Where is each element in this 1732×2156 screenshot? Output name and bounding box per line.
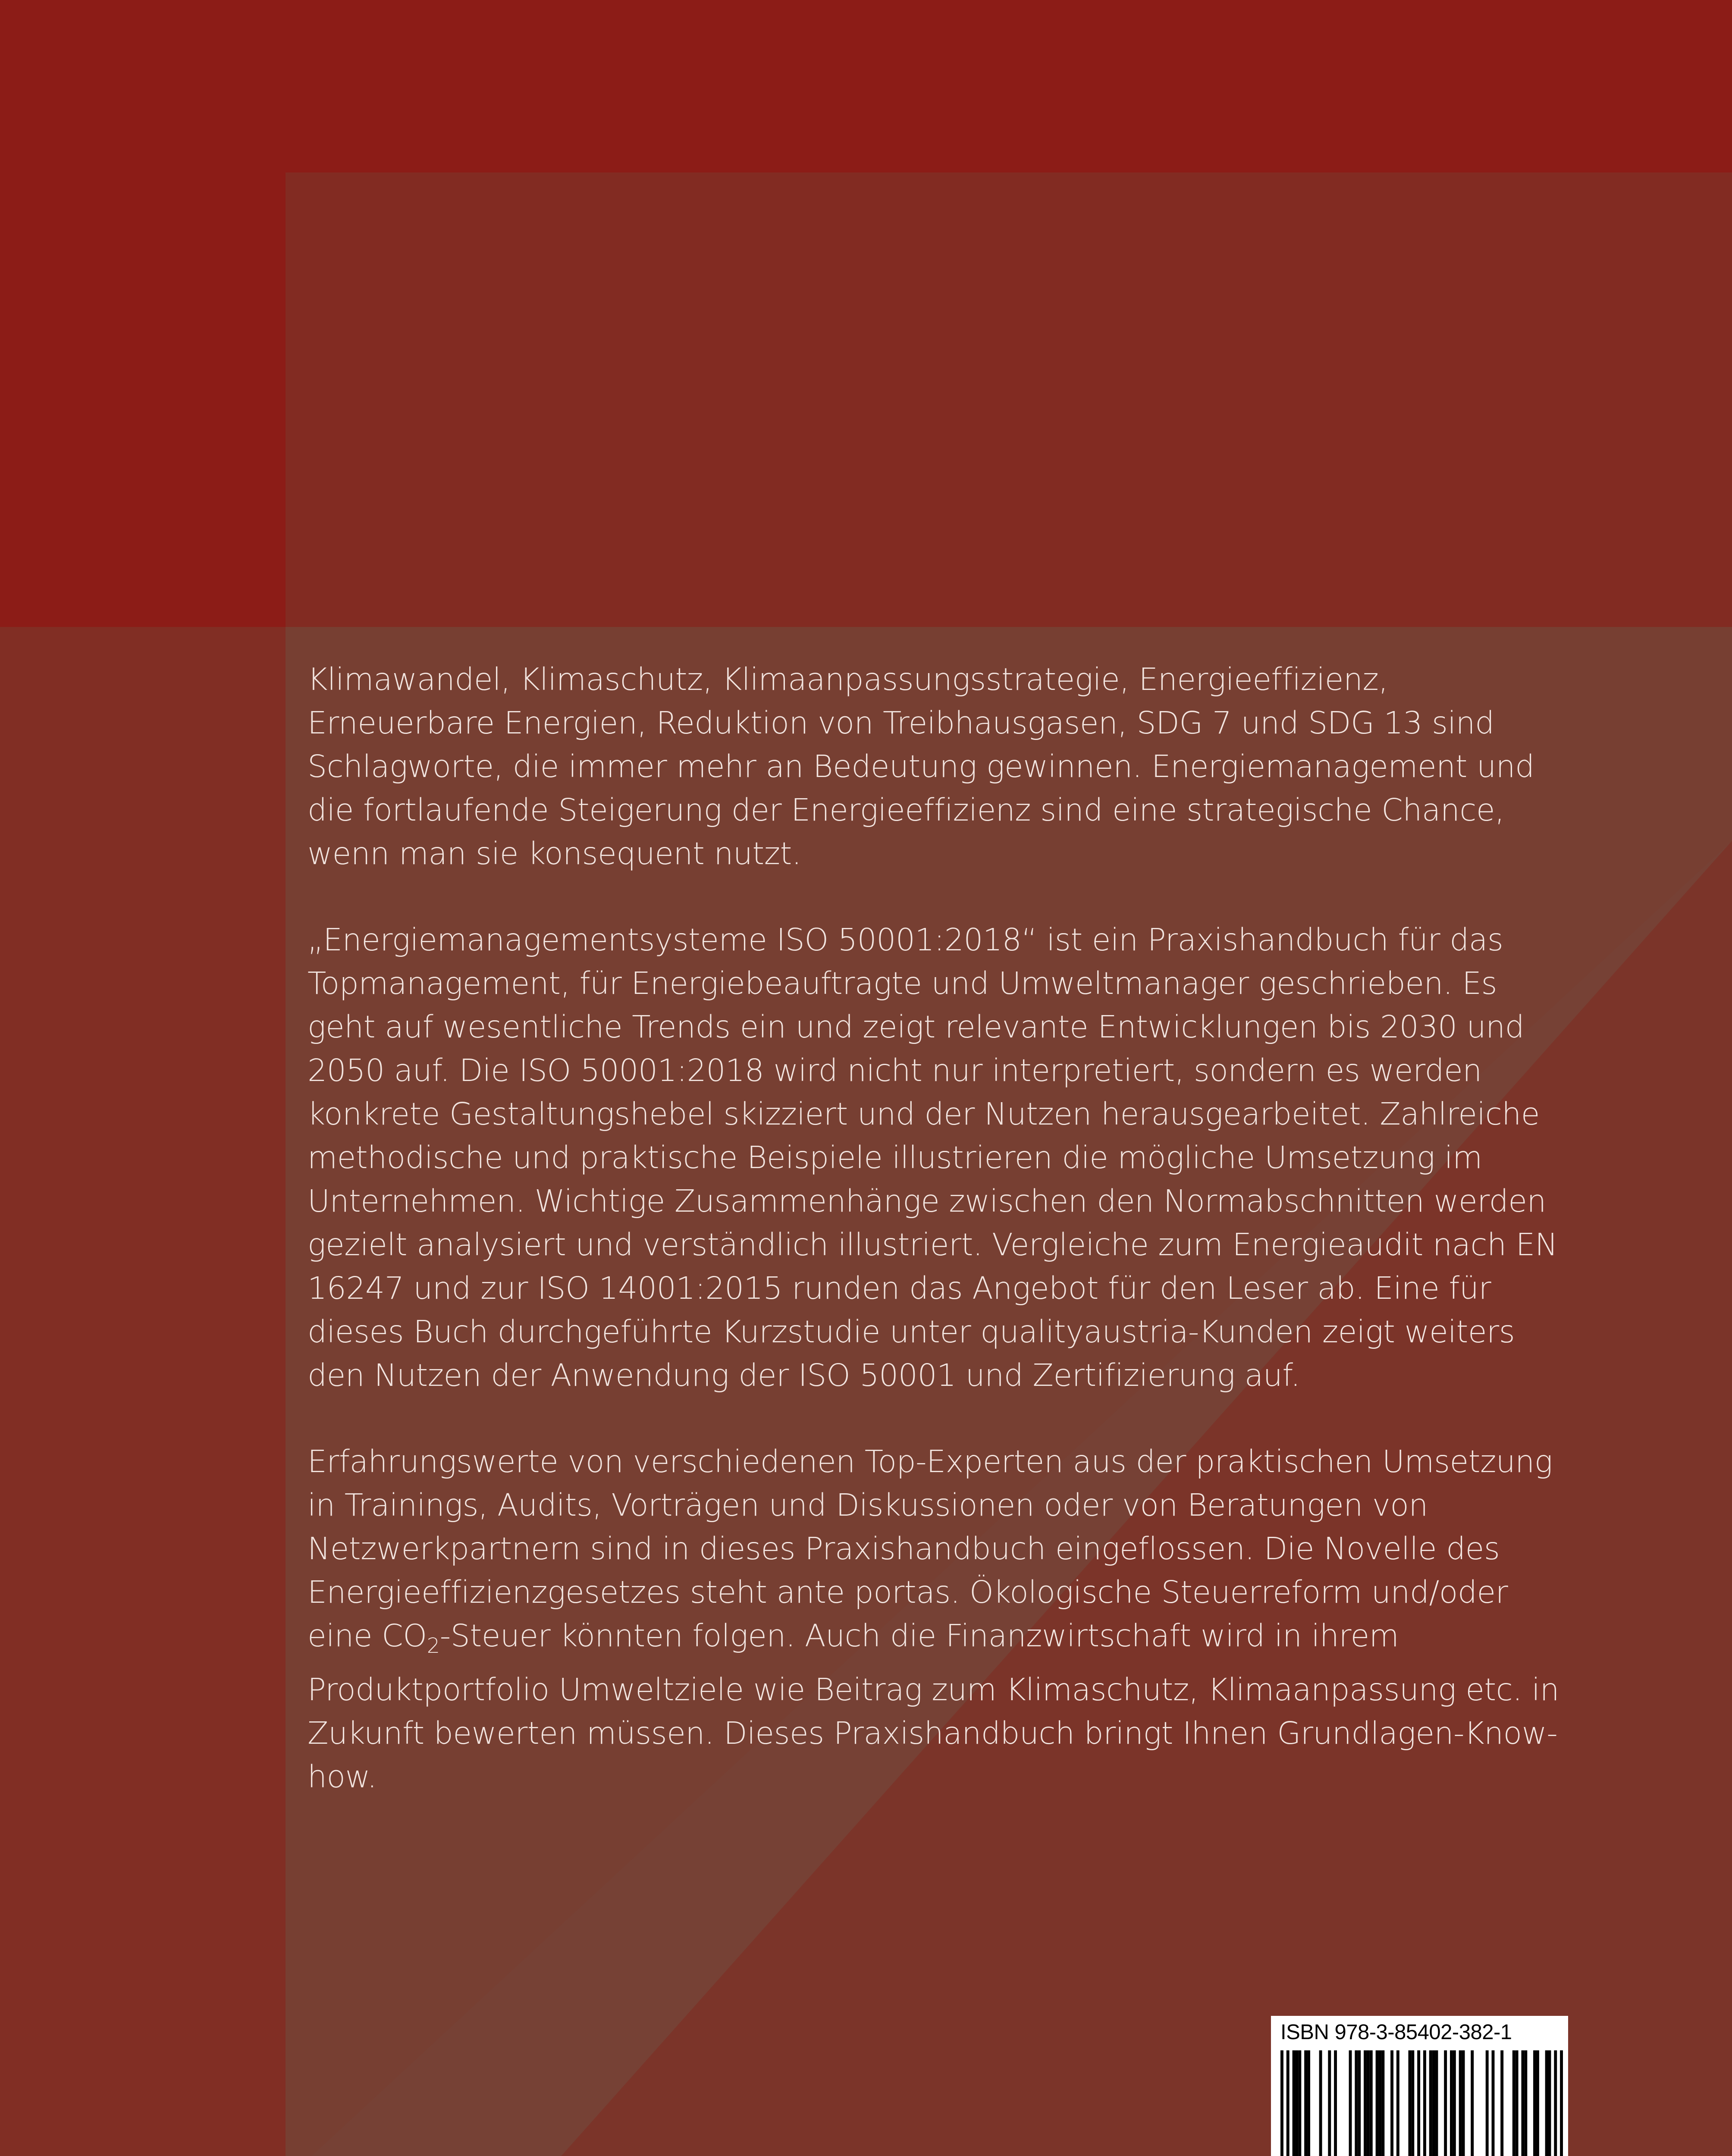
- barcode-bar: [1492, 2050, 1495, 2156]
- barcode-bar: [1286, 2050, 1290, 2156]
- panel-top: [286, 172, 1732, 627]
- barcode-bar: [1349, 2050, 1352, 2156]
- barcode-bar: [1298, 2050, 1301, 2156]
- blurb-paragraph-3-end: -Steuer könnten folgen. Auch die Finanzwirtschaft wird in ihrem Produktportfolio Umweltziele wie Beitrag zum Klimaschutz, Klimaanpassung etc. in Zukunft bewerten müssen. Dieses Praxishandbuch bringt Ihnen Grundlagen-Know-how.: [307, 1618, 1559, 1795]
- blurb-paragraph-1: Klimawandel, Klimaschutz, Klimaanpassungsstrategie, Energieeffizienz, Erneuerbare Energien, Reduktion von Treibhausgasen, SDG 7 und SDG 13 sind Schlagworte, die immer mehr an Bedeutung gewinnen. Energiemanagement und die fortlaufende Steigerung der Energieeffizienz sind eine strategische Chance, wenn man sie konsequent nutzt.: [307, 661, 1534, 871]
- blurb-paragraph-3-start: Erfahrungswerte von verschiedenen Top-Experten aus der praktischen Umsetzung in Trainings, Audits, Vorträgen und Diskussionen oder von Beratungen von Netzwerkpartnern sind in dieses Praxishandbuch eingeflossen. Die Novelle des Energieeffizienzgesetzes steht ante portas. Ökologische Steuerreform und/oder eine CO: [307, 1444, 1553, 1654]
- barcode-bar: [1429, 2050, 1432, 2156]
- barcode-bar: [1450, 2050, 1453, 2156]
- barcode-bar: [1516, 2050, 1519, 2156]
- barcode-bar: [1536, 2050, 1539, 2156]
- barcode-bar: [1524, 2050, 1527, 2156]
- barcode-bar: [1423, 2050, 1426, 2156]
- barcode-bar: [1512, 2050, 1516, 2156]
- barcode-bar: [1486, 2050, 1489, 2156]
- barcode-bar: [1408, 2050, 1411, 2156]
- barcode-bar: [1367, 2050, 1370, 2156]
- barcode-bar: [1548, 2050, 1551, 2156]
- barcode-bar: [1554, 2050, 1557, 2156]
- isbn-label: ISBN 978-3-85402-382-1: [1280, 2021, 1512, 2044]
- barcode-bar: [1471, 2050, 1474, 2156]
- barcode-bar: [1533, 2050, 1536, 2156]
- barcode-bar: [1280, 2050, 1283, 2156]
- co2-subscript: 2: [427, 1634, 440, 1658]
- barcode-bar: [1295, 2050, 1298, 2156]
- blurb-paragraph-3: [307, 1440, 1565, 1799]
- barcode-bar: [1453, 2050, 1456, 2156]
- barcode-bar: [1304, 2050, 1307, 2156]
- barcode-bar: [1379, 2050, 1382, 2156]
- barcode-bar: [1376, 2050, 1379, 2156]
- barcode-bar: [1390, 2050, 1393, 2156]
- barcode-bar: [1560, 2050, 1563, 2156]
- barcode-bar: [1370, 2050, 1373, 2156]
- barcode-bar: [1358, 2050, 1361, 2156]
- barcode-bar: [1500, 2050, 1503, 2156]
- barcode-bar: [1319, 2050, 1322, 2156]
- barcode-bar: [1396, 2050, 1399, 2156]
- barcode-bar: [1364, 2050, 1367, 2156]
- barcode-bar: [1545, 2050, 1548, 2156]
- barcode-bar: [1381, 2050, 1384, 2156]
- isbn-barcode-box: [1271, 2016, 1568, 2156]
- barcode: [1280, 2050, 1563, 2156]
- back-cover-blurb: [307, 658, 1565, 1841]
- barcode-bar: [1462, 2050, 1465, 2156]
- barcode-bar: [1334, 2050, 1337, 2156]
- barcode-bar: [1417, 2050, 1420, 2156]
- barcode-bar: [1459, 2050, 1462, 2156]
- barcode-bar: [1444, 2050, 1447, 2156]
- barcode-bar: [1355, 2050, 1358, 2156]
- barcode-bar: [1411, 2050, 1414, 2156]
- barcode-bar: [1432, 2050, 1435, 2156]
- blurb-paragraph-2: „Energiemanagementsysteme ISO 50001:2018“ ist ein Praxishandbuch für das Topmanagement, für Energiebeauftragte und Umweltmanager geschrieben. Es geht auf wesentliche Trends ein und zeigt relevante Entwicklungen bis 2030 und 2050 auf. Die ISO 50001:2018 wird nicht nur interpretiert, sondern es werden konkrete Gestaltungshebel skizziert und der Nutzen herausgearbeitet. Zahlreiche methodische und praktische Beispiele illustrieren die mögliche Umsetzung im Unternehmen. Wichtige Zusammenhänge zwischen den Normabschnitten werden gezielt analysiert und verständlich illustriert. Vergleiche zum Energieaudit nach EN 16247 und zur ISO 14001:2015 runden das Angebot für den Leser ab. Eine für dieses Buch durchgeführte Kurzstudie unter qualityaustria-Kunden zeigt weiters den Nutzen der Anwendung der ISO 50001 und Zertifizierung auf.: [307, 922, 1558, 1393]
- barcode-bar: [1293, 2050, 1296, 2156]
- barcode-bar: [1307, 2050, 1310, 2156]
- barcode-bar: [1435, 2050, 1438, 2156]
- barcode-bar: [1521, 2050, 1524, 2156]
- barcode-bar: [1328, 2050, 1331, 2156]
